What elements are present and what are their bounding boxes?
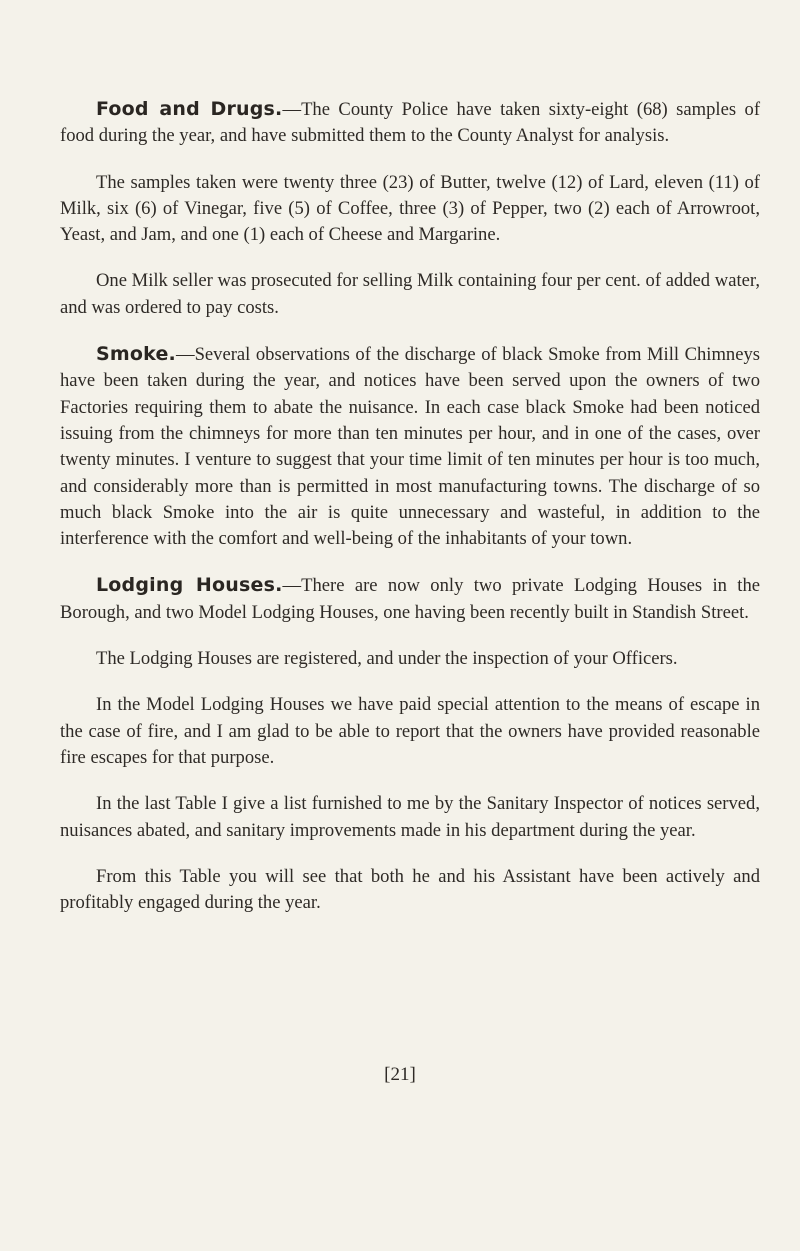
lodging-text: —There are now only two private Lodging Houses in the Borough, and two Model Lodging Houses, one having been recently built in Standish Street.	[60, 575, 760, 623]
food-drugs-heading: Food and Drugs.	[96, 98, 283, 120]
table-paragraph: In the last Table I give a list furnished to me by the Sanitary Inspector of notices served, nuisances abated, and sanitary improvements made in his department during the year.	[60, 793, 760, 841]
lodging-heading: Lodging Houses.	[96, 574, 283, 597]
samples-paragraph: The samples taken were twenty three (23) of Butter, twelve (12) of Lard, eleven (11) of Milk, six (6) of Vinegar, five (5) of Coffee, three (3) of Pepper, two (2) each of Arrowroot, Yeast, and Jam, and one (1) each of Cheese and Margarine.	[60, 171, 760, 246]
smoke-paragraph	[60, 341, 760, 552]
food-drugs-paragraph	[60, 96, 760, 150]
lodging-paragraph	[60, 572, 760, 626]
fire-escape-paragraph: In the Model Lodging Houses we have paid special attention to the means of escape in the case of fire, and I am glad to be able to report that the owners have provided reasonable fire escapes for that purpose.	[60, 694, 760, 768]
milk-prosecution-paragraph: One Milk seller was prosecuted for selling Milk containing four per cent. of added water, and was ordered to pay costs.	[60, 270, 760, 318]
food-drugs-text: —The County Police have taken sixty-eight (68) samples of food during the year, and have submitted them to the County Analyst for analysis.	[60, 99, 761, 147]
closing-paragraph: From this Table you will see that both he and his Assistant have been actively and profitably engaged during the year.	[60, 865, 760, 914]
page-number: [21]	[384, 1064, 416, 1085]
lodging-registered-paragraph: The Lodging Houses are registered, and under the inspection of your Officers.	[96, 648, 678, 670]
smoke-text: —Several observations of the discharge of black Smoke from Mill Chimneys have been taken during the year, and notices have been served upon the owners of two Factories requiring them to abate the nuisance. In each case black Smoke had been noticed issuing from the chimneys for more than ten minutes per hour, and in one of the cases, over twenty minutes. I venture to suggest that your time limit of ten minutes per hour is too much, and considerably more than is permitted in most manufacturing towns. The discharge of so much black Smoke into the air is quite unnecessary and wasteful, in addition to the interference with the comfort and well-being of the inhabitants of your town.	[60, 344, 760, 550]
smoke-heading: Smoke.	[96, 343, 176, 366]
body-text	[60, 96, 760, 936]
